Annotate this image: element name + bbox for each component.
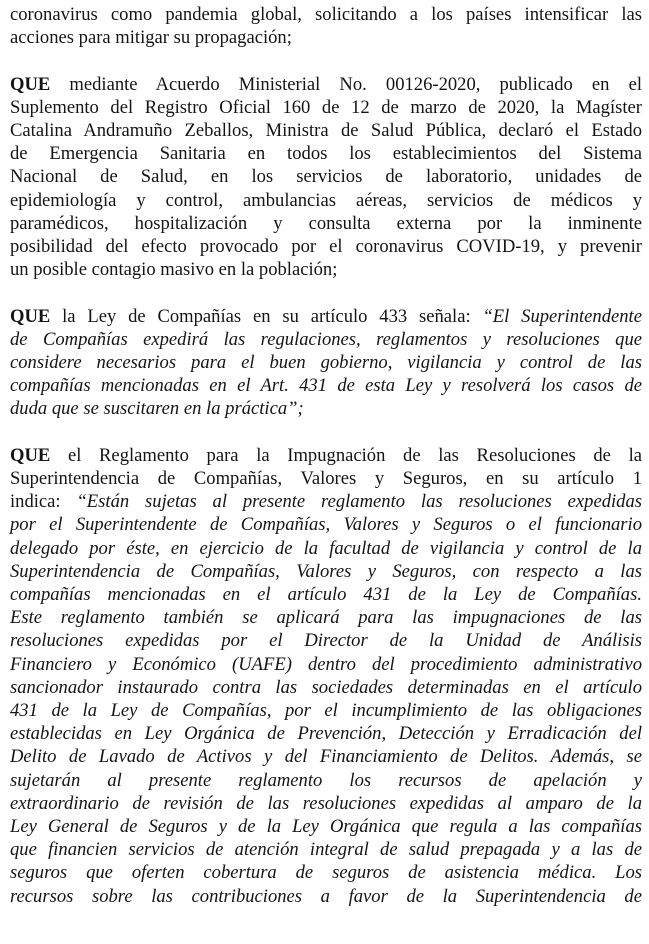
quoted-text: “El Superintendente <box>482 305 642 327</box>
text-line: paramédicos, hospitalización y consulta externa por la inminente <box>10 212 642 234</box>
text-line: acciones para mitigar su propagación; <box>10 27 292 49</box>
text-line: Suplemento del Registro Oficial 160 de 12 de marzo de 2020, la Magíster <box>10 96 642 118</box>
quoted-line: Delito de Lavado de Activos y del Financiamiento de Delitos. Además, se <box>10 746 642 768</box>
text-line <box>10 73 642 96</box>
quoted-line: sujetarán al presente reglamento los recursos de apelación y <box>10 769 642 791</box>
que-keyword: QUE <box>10 305 51 327</box>
quoted-line: de Compañías expedirá las regulaciones, reglamentos y resoluciones que <box>10 328 642 350</box>
text-line: Superintendencia de Compañías, Valores y Seguros, en su artículo 1 <box>10 468 642 490</box>
text-line: un posible contagio masivo en la población; <box>10 259 338 281</box>
text-line: posibilidad del efecto provocado por el coronavirus COVID-19, y prevenir <box>10 236 642 258</box>
quoted-line: que financien servicios de atención integral de salud prepagada y a las de <box>10 839 642 861</box>
quoted-line: Financiero y Económico (UAFE) dentro del procedimiento administrativo <box>10 653 642 675</box>
text-line <box>10 444 642 467</box>
text-line <box>10 490 642 513</box>
quoted-line: delegado por éste, en ejercicio de la facultad de vigilancia y control de la <box>10 537 642 559</box>
quoted-text: “Están sujetas al presente reglamento las resoluciones expedidas <box>76 491 642 513</box>
quoted-line: duda que se suscitaren en la práctica”; <box>10 398 304 420</box>
paragraph-pandemia <box>10 3 642 49</box>
text-line: coronavirus como pandemia global, solicitando a los países intensificar las <box>10 4 642 25</box>
text-segment: indica: <box>10 491 77 513</box>
text-line: de Emergencia Sanitaria en todos los establecimientos del Sistema <box>10 143 642 165</box>
quoted-line: considere necesarios para el buen gobierno, vigilancia y control de las <box>10 352 642 374</box>
text-segment: el Reglamento para la Impugnación de las Resoluciones de la <box>50 444 642 466</box>
quoted-line: Superintendencia de Compañías, Valores y Seguros, con respecto a las <box>10 560 642 582</box>
quoted-line: por el Superintendente de Compañías, Valores y Seguros o el funcionario <box>10 514 642 536</box>
quoted-line: establecidas en Ley Orgánica de Prevención, Detección y Erradicación del <box>10 723 642 745</box>
quoted-line: compañías mencionadas en el artículo 431 de la Ley de Compañías. <box>10 584 642 606</box>
que-keyword: QUE <box>10 444 51 466</box>
paragraph-ley-companias-433 <box>10 305 642 421</box>
quoted-line: seguros que oferten cobertura de seguros de asistencia médica. Los <box>10 862 642 884</box>
paragraph-acuerdo-ministerial <box>10 73 642 282</box>
text-segment: mediante Acuerdo Ministerial No. 00126-2020, publicado en el <box>50 73 642 95</box>
quoted-line: recursos sobre las contribuciones a favor de la Superintendencia de <box>10 885 642 907</box>
quoted-line: compañías mencionadas en el Art. 431 de esta Ley y resolverá los casos de <box>10 375 642 397</box>
text-line: Catalina Andramuño Zeballos, Ministra de Salud Pública, declaró el Estado <box>10 120 642 141</box>
quoted-line: Este reglamento también se aplicará para las impugnaciones de las <box>10 607 642 629</box>
text-line: epidemiología y control, ambulancias aéreas, servicios de médicos y <box>10 189 642 211</box>
quoted-line: resoluciones expedidas por el Director de la Unidad de Análisis <box>10 630 642 652</box>
quoted-line: extraordinario de revisión de las resoluciones expedidas al amparo de la <box>10 792 642 814</box>
quoted-line: sancionador instaurado contra las sociedades determinadas en el artículo <box>10 676 642 698</box>
text-line <box>10 305 642 328</box>
quoted-line: 431 de la Ley de Compañías, por el incumplimiento de las obligaciones <box>10 700 642 722</box>
text-line: Nacional de Salud, en los servicios de laboratorio, unidades de <box>10 166 642 188</box>
paragraph-reglamento-impugnacion <box>10 444 642 908</box>
text-segment: la Ley de Compañías en su artículo 433 señala: <box>50 305 483 327</box>
quoted-line: Ley General de Seguros y de la Ley Orgánica que regula a las compañías <box>10 816 642 838</box>
que-keyword: QUE <box>10 73 51 95</box>
